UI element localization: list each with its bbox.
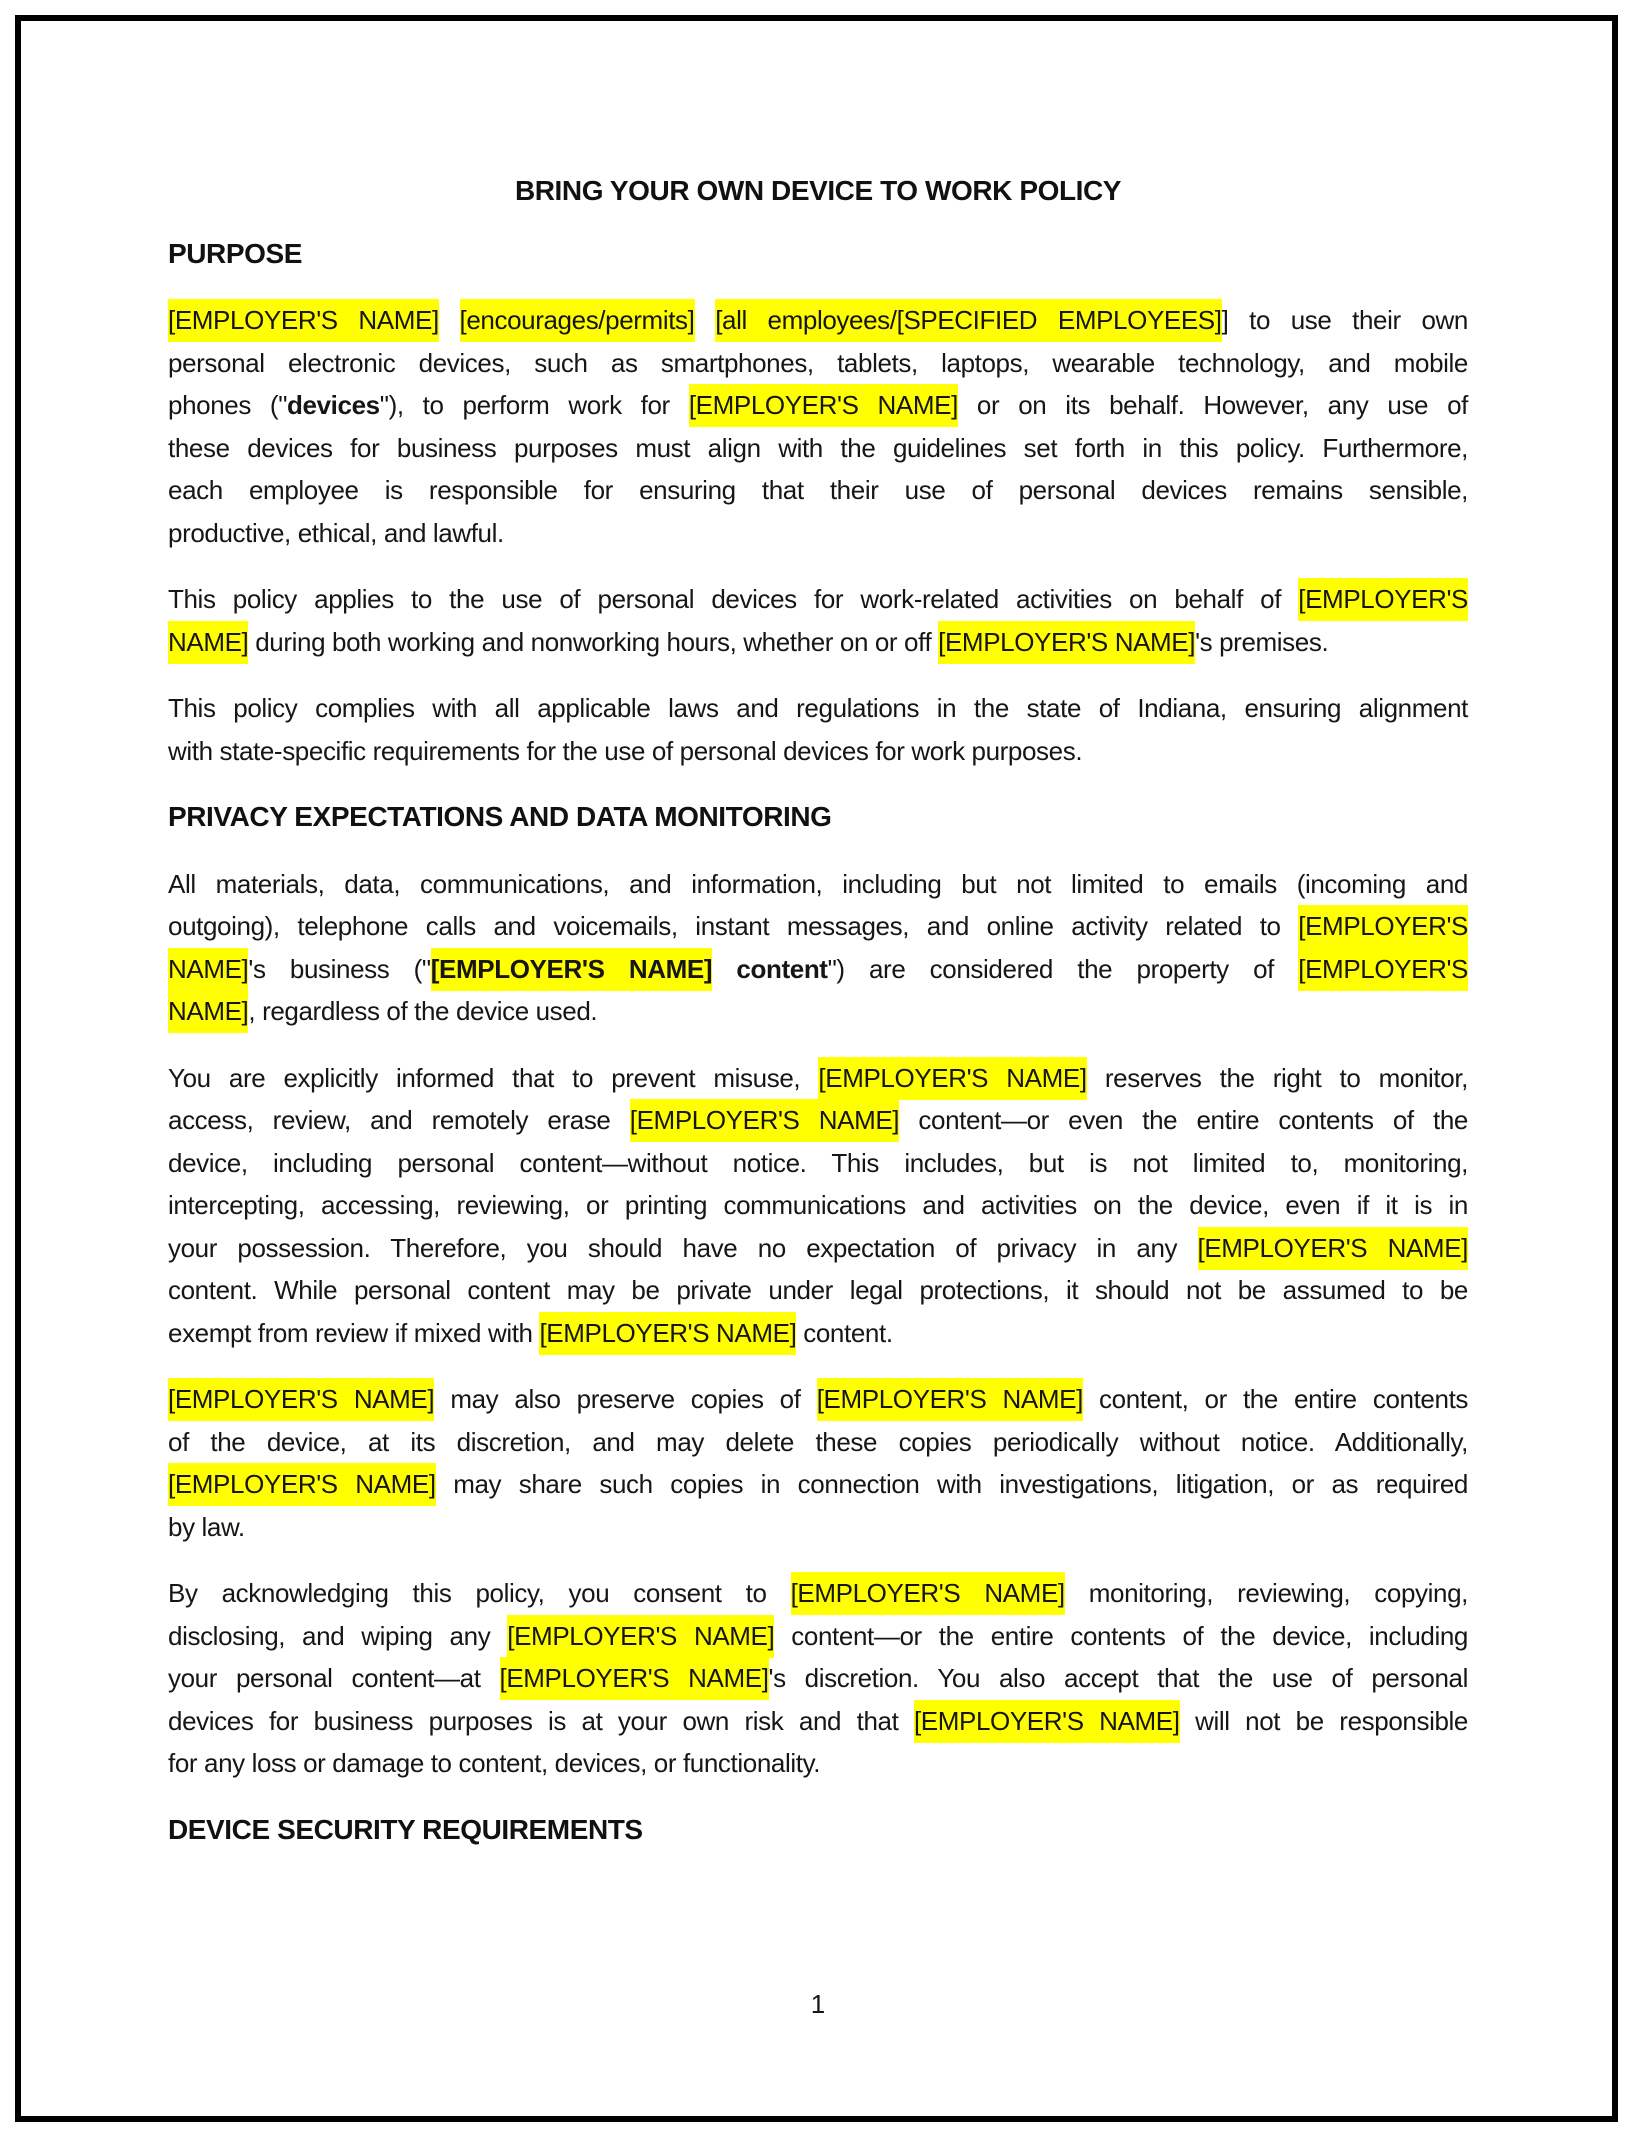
text-line	[168, 1099, 1468, 1142]
text-run: content—or even the entire contents of the	[899, 1105, 1468, 1135]
text-line	[168, 1312, 1468, 1355]
text-run: 's discretion. You also accept that the use of personal	[768, 1663, 1468, 1693]
text-line	[168, 427, 1468, 470]
text-run: 's premises.	[1195, 626, 1329, 657]
text-run: content.	[796, 1317, 893, 1348]
paragraph	[168, 1057, 1468, 1355]
text-run: , regardless of the device used.	[248, 996, 598, 1026]
text-line	[168, 342, 1468, 385]
text-run: All materials, data, communications, and information, including but not limited to emails (incoming and	[168, 868, 1468, 899]
text-run: during both working and nonworking hours, whether on or off	[248, 626, 939, 657]
text-run	[439, 305, 460, 335]
text-line	[168, 621, 1468, 664]
highlighted-placeholder: [EMPLOYER'S NAME]	[817, 1378, 1083, 1421]
text-run: "), to perform work for	[379, 390, 689, 420]
section-heading: DEVICE SECURITY REQUIREMENTS	[168, 1813, 643, 1845]
text-line	[168, 687, 1468, 730]
highlighted-placeholder: [EMPLOYER'S NAME]	[938, 621, 1195, 664]
highlighted-placeholder: [EMPLOYER'S	[1298, 948, 1468, 991]
highlighted-placeholder: NAME]	[168, 990, 248, 1033]
text-run: by law.	[168, 1511, 245, 1542]
text-run: outgoing), telephone calls and voicemails, instant messages, and online activity related to	[168, 911, 1299, 941]
text-run: of the device, at its discretion, and may delete these copies periodically without notice. Additionally,	[168, 1426, 1468, 1457]
text-run: personal electronic devices, such as smartphones, tablets, laptops, wearable technology, and mobile	[168, 347, 1468, 378]
highlighted-placeholder: [EMPLOYER'S NAME]	[500, 1657, 769, 1700]
paragraph	[168, 687, 1468, 772]
text-line	[168, 469, 1468, 512]
paragraph	[168, 578, 1468, 663]
text-line	[168, 1572, 1468, 1615]
paragraph	[168, 863, 1468, 1033]
highlighted-placeholder: NAME]	[168, 948, 248, 991]
highlighted-placeholder: [EMPLOYER'S NAME]	[818, 1057, 1086, 1100]
text-run: access, review, and remotely erase	[168, 1105, 630, 1135]
highlighted-placeholder: [EMPLOYER'S NAME]	[431, 948, 712, 991]
text-line	[168, 299, 1468, 342]
text-run: reserves the right to monitor,	[1086, 1062, 1468, 1093]
text-run: 's business ("	[248, 953, 431, 984]
text-run: This policy complies with all applicable laws and regulations in the state of Indiana, ensuring alignment	[168, 693, 1468, 723]
text-run: your possession. Therefore, you should have no expectation of privacy in any	[168, 1232, 1198, 1263]
text-line	[168, 1142, 1468, 1185]
text-run: device, including personal content—without notice. This includes, but is not limited to, monitoring,	[168, 1147, 1468, 1178]
text-line	[168, 948, 1468, 991]
text-run: devices	[287, 390, 380, 420]
highlighted-placeholder: [EMPLOYER'S NAME]	[914, 1700, 1180, 1743]
paragraph	[168, 1572, 1468, 1785]
text-run: your personal content—at	[168, 1663, 500, 1693]
text-run: monitoring, reviewing, copying,	[1064, 1578, 1468, 1608]
text-run	[695, 305, 716, 335]
text-run: content, or the entire contents	[1082, 1384, 1469, 1414]
text-run: content—or the entire contents of the device, including	[774, 1620, 1468, 1651]
text-run: disclosing, and wiping any	[168, 1620, 508, 1651]
text-line	[168, 1506, 1468, 1549]
text-run: with state-specific requirements for the use of personal devices for work purposes.	[168, 735, 1083, 766]
text-line	[168, 1615, 1468, 1658]
text-run: each employee is responsible for ensuring that their use of personal devices remains sensible,	[168, 475, 1468, 505]
highlighted-placeholder: [EMPLOYER'S	[1298, 578, 1468, 621]
text-line	[168, 730, 1468, 773]
text-run: phones ("	[168, 390, 288, 420]
highlighted-placeholder: [encourages/permits]	[460, 299, 695, 342]
text-run: You are explicitly informed that to prevent misuse,	[168, 1062, 819, 1093]
paragraph	[168, 299, 1468, 554]
text-line	[168, 1463, 1468, 1506]
text-line	[168, 905, 1468, 948]
text-run: exempt from review if mixed with	[168, 1317, 540, 1348]
text-run: may share such copies in connection with investigations, litigation, or as required	[435, 1469, 1468, 1499]
text-run: By acknowledging this policy, you consent to	[168, 1578, 791, 1608]
text-line	[168, 1184, 1468, 1227]
text-run: This policy applies to the use of personal devices for work-related activities on behalf of	[168, 584, 1299, 614]
document-title: BRING YOUR OWN DEVICE TO WORK POLICY	[514, 175, 1122, 206]
highlighted-placeholder: [EMPLOYER'S NAME]	[507, 1615, 774, 1658]
text-run: ] to use their own	[1221, 305, 1468, 335]
highlighted-placeholder: [EMPLOYER'S	[1298, 905, 1468, 948]
text-line	[168, 1269, 1468, 1312]
text-run: for any loss or damage to content, devices, or functionality.	[168, 1748, 821, 1778]
text-run: productive, ethical, and lawful.	[168, 517, 504, 548]
section-heading: PRIVACY EXPECTATIONS AND DATA MONITORING	[168, 801, 832, 832]
paragraph	[168, 1378, 1468, 1548]
document-content	[168, 170, 1468, 1875]
text-run: content	[712, 953, 828, 984]
text-line	[168, 1227, 1468, 1270]
text-run: ") are considered the property of	[827, 953, 1299, 984]
highlighted-placeholder: [EMPLOYER'S NAME]	[168, 1463, 436, 1506]
text-run: content. While personal content may be private under legal protections, it should not be assumed to be	[168, 1275, 1468, 1305]
text-line	[168, 1742, 1468, 1785]
highlighted-placeholder: [all employees/[SPECIFIED EMPLOYEES]	[715, 299, 1221, 342]
text-run: devices for business purposes is at your own risk and that	[168, 1705, 914, 1736]
text-run: will not be responsible	[1179, 1705, 1468, 1736]
text-line	[168, 1057, 1468, 1100]
text-line	[168, 384, 1468, 427]
section-heading: PURPOSE	[168, 237, 302, 269]
text-run: these devices for business purposes must align with the guidelines set forth in this policy. Furthermore,	[168, 432, 1468, 463]
text-line	[168, 1421, 1468, 1464]
highlighted-placeholder: [EMPLOYER'S NAME]	[168, 1378, 434, 1421]
page-number: 1	[810, 1989, 826, 2019]
highlighted-placeholder: [EMPLOYER'S NAME]	[630, 1099, 899, 1142]
text-run: or on its behalf. However, any use of	[957, 390, 1468, 420]
highlighted-placeholder: [EMPLOYER'S NAME]	[791, 1572, 1065, 1615]
text-line	[168, 512, 1468, 555]
highlighted-placeholder: [EMPLOYER'S NAME]	[1198, 1227, 1469, 1270]
highlighted-placeholder: [EMPLOYER'S NAME]	[539, 1312, 796, 1355]
text-line	[168, 863, 1468, 906]
text-line	[168, 1657, 1468, 1700]
text-line	[168, 1700, 1468, 1743]
highlighted-placeholder: [EMPLOYER'S NAME]	[168, 299, 439, 342]
text-run: intercepting, accessing, reviewing, or printing communications and activities on the device, even if it is in	[168, 1190, 1468, 1220]
text-line	[168, 1378, 1468, 1421]
text-line	[168, 578, 1468, 621]
text-line	[168, 990, 1468, 1033]
text-run: may also preserve copies of	[434, 1384, 817, 1414]
highlighted-placeholder: [EMPLOYER'S NAME]	[689, 384, 958, 427]
highlighted-placeholder: NAME]	[168, 621, 248, 664]
